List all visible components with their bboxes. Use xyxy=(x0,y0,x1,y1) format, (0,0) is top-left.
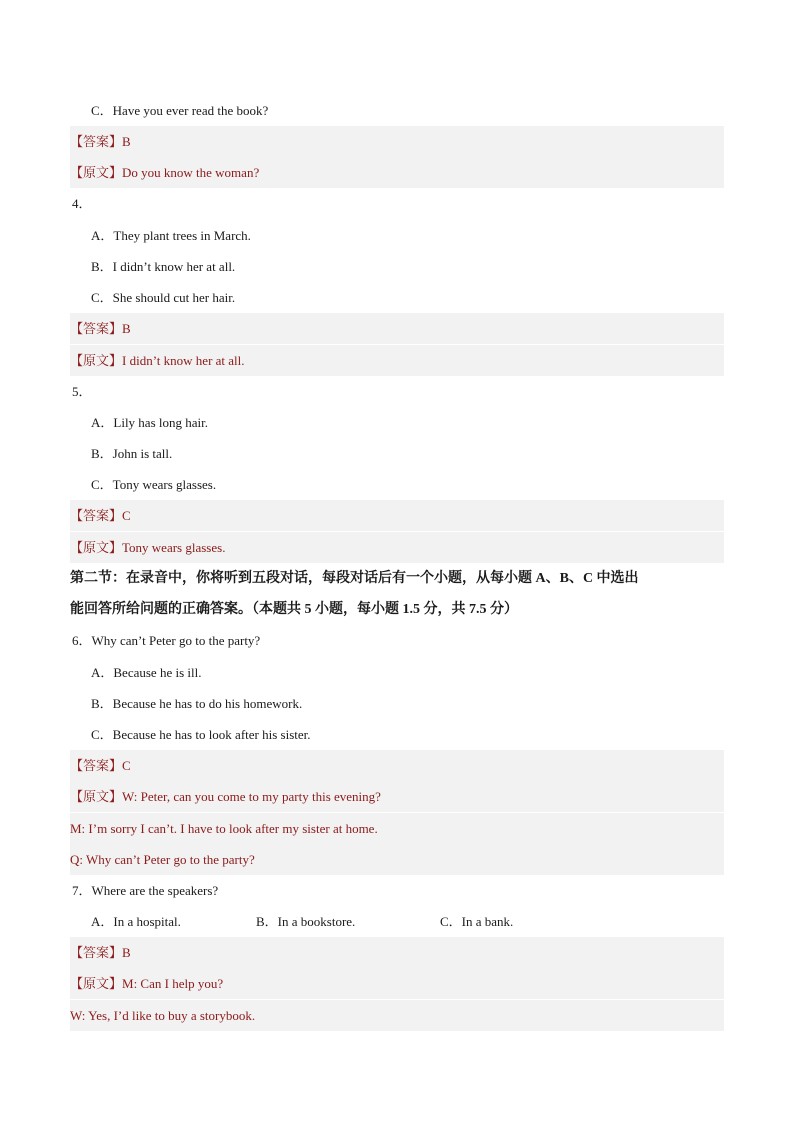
answer-value: B xyxy=(122,945,131,960)
option-4a: A．They plant trees in March. xyxy=(91,228,251,243)
answer-7 xyxy=(70,937,724,968)
option-6c: C．Because he has to look after his sister. xyxy=(91,727,311,742)
transcript-tag: 【原文】 xyxy=(70,789,123,804)
answer-value: C xyxy=(122,758,131,773)
option-6b: B．Because he has to do his homework. xyxy=(91,696,303,711)
answer-value: B xyxy=(122,134,131,149)
question-7: 7．Where are the speakers? xyxy=(72,883,219,898)
transcript-text: Do you know the woman? xyxy=(122,165,260,180)
option-4c: C．She should cut her hair. xyxy=(91,290,236,305)
transcript-6-line-2: M: I’m sorry I can’t. I have to look after my sister at home. xyxy=(70,813,724,844)
answer-3 xyxy=(70,126,724,157)
answer-tag: 【答案】 xyxy=(70,134,123,149)
answer-value: B xyxy=(122,321,131,336)
transcript-text: I didn’t know her at all. xyxy=(122,353,245,368)
answer-6 xyxy=(70,750,724,781)
option-7a: A．In a hospital. xyxy=(91,914,181,929)
option-5c: C．Tony wears glasses. xyxy=(91,477,217,492)
transcript-3 xyxy=(70,157,724,188)
question-6: 6．Why can’t Peter go to the party? xyxy=(72,633,261,648)
transcript-4 xyxy=(70,345,724,376)
transcript-text: M: Can I help you? xyxy=(122,976,224,991)
transcript-6-line-3: Q: Why can’t Peter go to the party? xyxy=(70,844,724,875)
answer-value: C xyxy=(122,508,131,523)
answer-5 xyxy=(70,500,724,531)
transcript-tag: 【原文】 xyxy=(70,976,123,991)
option-5a: A．Lily has long hair. xyxy=(91,415,208,430)
option-6a: A．Because he is ill. xyxy=(91,665,202,680)
transcript-5 xyxy=(70,532,724,563)
option-7c: C．In a bank. xyxy=(440,914,514,929)
option-7b: B．In a bookstore. xyxy=(256,914,356,929)
transcript-7-line-2: W: Yes, I’d like to buy a storybook. xyxy=(70,1000,724,1031)
transcript-tag: 【原文】 xyxy=(70,165,123,180)
answer-tag: 【答案】 xyxy=(70,321,123,336)
answer-tag: 【答案】 xyxy=(70,945,123,960)
options-7-row xyxy=(70,906,724,937)
answer-tag: 【答案】 xyxy=(70,508,123,523)
answer-tag: 【答案】 xyxy=(70,758,123,773)
transcript-tag: 【原文】 xyxy=(70,540,123,555)
transcript-7 xyxy=(70,968,724,999)
transcript-tag: 【原文】 xyxy=(70,353,123,368)
section-heading-line-2: 能回答所给问题的正确答案。（本题共 5 小题，每小题 1.5 分，共 7.5 分） xyxy=(70,602,518,617)
transcript-6 xyxy=(70,781,724,812)
option-3c: C．Have you ever read the book? xyxy=(91,103,269,118)
transcript-text: Tony wears glasses. xyxy=(122,540,226,555)
question-5-number: 5． xyxy=(72,384,92,399)
transcript-text: W: Peter, can you come to my party this evening? xyxy=(122,789,381,804)
answer-4 xyxy=(70,313,724,344)
option-4b: B．I didn’t know her at all. xyxy=(91,259,236,274)
question-4-number: 4． xyxy=(72,196,92,211)
option-5b: B．John is tall. xyxy=(91,446,173,461)
section-heading-line-1: 第二节：在录音中，你将听到五段对话，每段对话后有一个小题，从每小题 A、B、C 中选出 xyxy=(70,571,639,586)
